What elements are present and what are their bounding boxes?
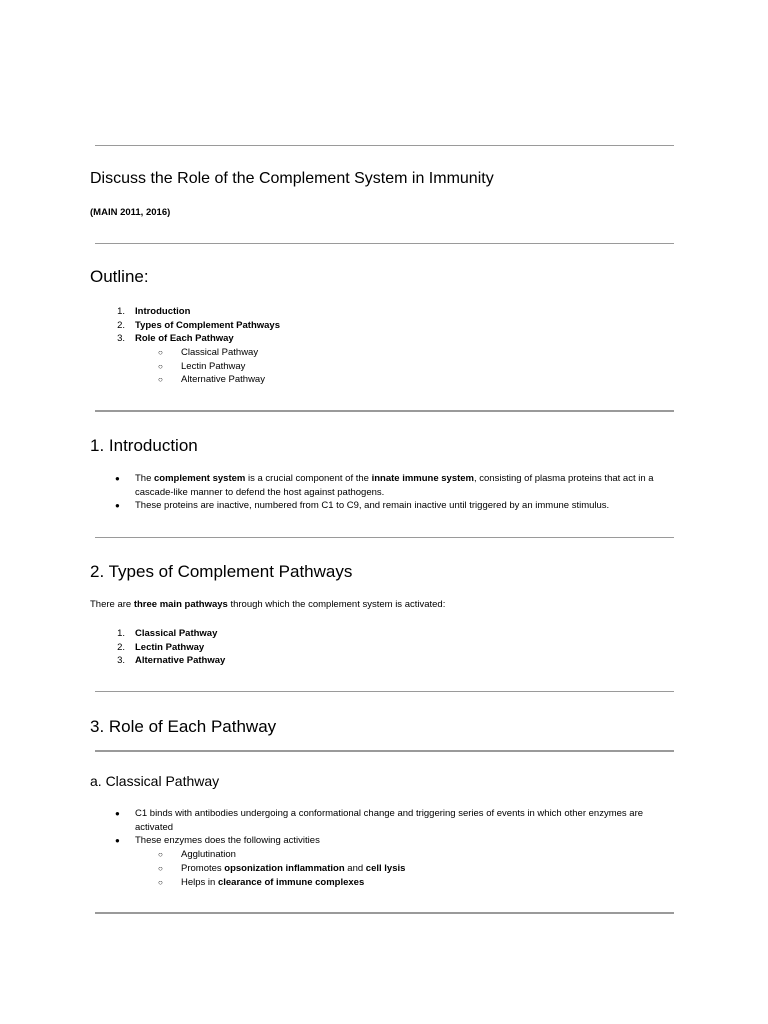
list-number: 1. bbox=[117, 306, 125, 317]
text-run: C1 binds with antibodies undergoing a conformational change and triggering series of events in which other enzymes are activated bbox=[135, 808, 644, 833]
term-cell-lysis: cell lysis bbox=[365, 862, 406, 874]
pathway-alternative: Alternative Pathway bbox=[135, 655, 226, 667]
outline-heading: Outline: bbox=[90, 267, 149, 286]
divider-after-role bbox=[95, 750, 674, 752]
text-run: Promotes bbox=[181, 862, 225, 874]
text-run: The bbox=[135, 473, 155, 484]
pathway-lectin: Lectin Pathway bbox=[135, 641, 205, 653]
list-item bbox=[90, 848, 680, 862]
text-run: is a crucial component of the bbox=[245, 473, 372, 484]
exam-reference: (MAIN 2011, 2016) bbox=[90, 207, 171, 218]
subsection-heading-classical: a. Classical Pathway bbox=[90, 773, 220, 789]
divider-bottom bbox=[95, 912, 674, 914]
list-number: 3. bbox=[117, 655, 125, 667]
list-number: 3. bbox=[117, 333, 125, 345]
pathway-classical: Classical Pathway bbox=[135, 628, 218, 639]
outline-item-role: Role of Each Pathway bbox=[135, 333, 234, 345]
text-run: and bbox=[344, 862, 366, 874]
list-item bbox=[90, 472, 680, 499]
list-item bbox=[90, 499, 680, 513]
term-three-main-pathways: three main pathways bbox=[133, 599, 228, 610]
term-opsonization-inflammation: opsonization inflammation bbox=[224, 862, 345, 874]
divider-after-introduction bbox=[95, 537, 674, 538]
outline-subitem-classical: Classical Pathway bbox=[181, 347, 259, 359]
list-number: 2. bbox=[117, 319, 125, 331]
bullet-icon: ● bbox=[115, 474, 120, 483]
text-run: through which the complement system is activated: bbox=[227, 599, 446, 610]
text-run: Helps in bbox=[181, 876, 218, 888]
circle-bullet-icon: ○ bbox=[158, 348, 163, 358]
bullet-icon: ● bbox=[115, 836, 120, 846]
list-item bbox=[90, 876, 680, 890]
term-clearance-of-immune-complexes: clearance of immune complexes bbox=[217, 876, 365, 888]
term-complement-system: complement system bbox=[154, 473, 246, 484]
divider-top bbox=[95, 145, 674, 146]
outline-item-types: Types of Complement Pathways bbox=[135, 319, 280, 331]
text-run: These enzymes does the following activities bbox=[135, 835, 320, 847]
circle-bullet-icon: ○ bbox=[158, 375, 163, 385]
outline-subitem-lectin: Lectin Pathway bbox=[181, 360, 246, 372]
intro-bullets bbox=[90, 472, 680, 513]
section-heading-types: 2. Types of Complement Pathways bbox=[90, 562, 353, 581]
list-item bbox=[90, 807, 680, 834]
section-heading-role: 3. Role of Each Pathway bbox=[90, 717, 277, 736]
list-number: 1. bbox=[117, 628, 125, 639]
page-title: Discuss the Role of the Complement System in Immunity bbox=[90, 170, 494, 187]
circle-bullet-icon: ○ bbox=[158, 863, 163, 873]
divider-after-types bbox=[95, 691, 674, 692]
divider-after-outline bbox=[95, 410, 674, 412]
bullet-icon: ● bbox=[115, 501, 120, 511]
text-run: Agglutination bbox=[181, 849, 236, 861]
outline-subitem-alternative: Alternative Pathway bbox=[181, 374, 265, 386]
classical-bullets bbox=[90, 807, 680, 889]
circle-bullet-icon: ○ bbox=[158, 877, 163, 887]
divider-after-title bbox=[95, 243, 674, 244]
term-innate-immune-system: innate immune system bbox=[371, 473, 474, 484]
list-item bbox=[90, 862, 680, 876]
text-run: , consisting of plasma proteins that act in a cascade-like manner to defend the host against pathogens. bbox=[135, 473, 654, 498]
types-paragraph bbox=[90, 599, 680, 610]
text-run: These proteins are inactive, numbered from C1 to C9, and remain inactive until triggered by an immune stimulus. bbox=[135, 500, 610, 512]
circle-bullet-icon: ○ bbox=[158, 850, 163, 860]
text-run: There are bbox=[90, 599, 134, 610]
list-number: 2. bbox=[117, 641, 125, 653]
bullet-icon: ● bbox=[115, 809, 120, 818]
outline-item-introduction: Introduction bbox=[135, 306, 191, 317]
circle-bullet-icon: ○ bbox=[158, 361, 163, 371]
list-item bbox=[90, 834, 680, 848]
section-heading-introduction: 1. Introduction bbox=[90, 436, 198, 455]
